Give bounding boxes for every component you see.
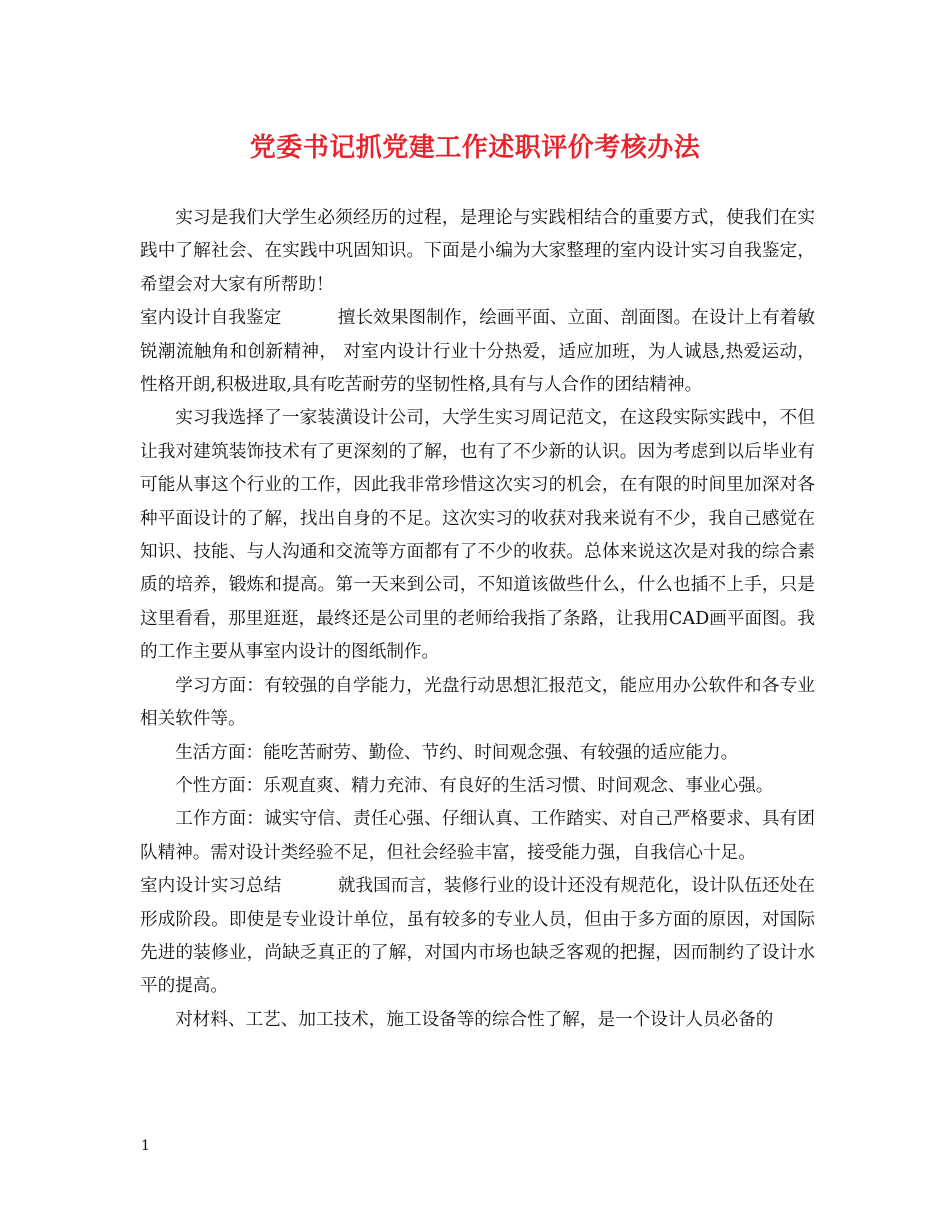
section-heading-internship-summary: 室内设计实习总结 — [140, 876, 282, 897]
paragraph-self-assessment — [140, 302, 815, 402]
section-body-internship-summary: 就我国而言，装修行业的设计还没有规范化，设计队伍还处在形成阶段。即使是专业设计单位，虽有较多的专业人员，但由于多方面的原因，对国际先进的装修业，尚缺乏真正的了解，对国内市场也缺乏客观的把握，因而制约了设计水平的提高。 — [140, 876, 815, 997]
paragraph-materials: 对材料、工艺、加工技术，施工设备等的综合性了解，是一个设计人员必备的 — [175, 1009, 774, 1030]
paragraph-personality: 个性方面：乐观直爽、精力充沛、有良好的生活习惯、时间观念、事业心强。 — [175, 775, 774, 796]
document-body — [140, 202, 815, 1037]
paragraph-study: 学习方面：有较强的自学能力，光盘行动思想汇报范文，能应用办公软件和各专业相关软件等。 — [140, 675, 815, 730]
paragraph-internship-summary — [140, 870, 815, 1004]
section-heading-self-assessment: 室内设计自我鉴定 — [140, 308, 282, 329]
section-body-self-assessment: 擅长效果图制作，绘画平面、立面、剖面图。在设计上有着敏锐潮流触角和创新精神， 对室内设计行业十分热爱，适应加班，为人诚恳,热爱运动，性格开朗,积极进取,具有吃苦耐劳的坚韧性格,具有与人合作的团结精神。 — [140, 308, 815, 396]
page-number: 1 — [141, 1138, 150, 1154]
paragraph-internship-experience: 实习我选择了一家装潢设计公司，大学生实习周记范文，在这段实际实践中，不但让我对建筑装饰技术有了更深刻的了解，也有了不少新的认识。因为考虑到以后毕业有可能从事这个行业的工作，因此我非常珍惜这次实习的机会，在有限的时间里加深对各种平面设计的了解，找出自身的不足。这次实习的收获对我来说有不少，我自己感觉在知识、技能、与人沟通和交流等方面都有了不少的收获。总体来说这次是对我的综合素质的培养，锻炼和提高。第一天来到公司，不知道该做些什么，什么也插不上手，只是这里看看，那里逛逛，最终还是公司里的老师给我指了条路，让我用CAD画平面图。我的工作主要从事室内设计的图纸制作。 — [140, 408, 815, 663]
paragraph-life: 生活方面：能吃苦耐劳、勤俭、节约、时间观念强、有较强的适应能力。 — [175, 742, 739, 763]
paragraph-work: 工作方面：诚实守信、责任心强、仔细认真、工作踏实、对自己严格要求、具有团队精神。需对设计类经验不足，但社会经验丰富，接受能力强，自我信心十足。 — [140, 809, 815, 863]
document-title: 党委书记抓党建工作述职评价考核办法 — [249, 133, 701, 163]
paragraph-intro: 实习是我们大学生必须经历的过程，是理论与实践相结合的重要方式，使我们在实践中了解社会、在实践中巩固知识。下面是小编为大家整理的室内设计实习自我鉴定，希望会对大家有所帮助！ — [140, 208, 815, 295]
